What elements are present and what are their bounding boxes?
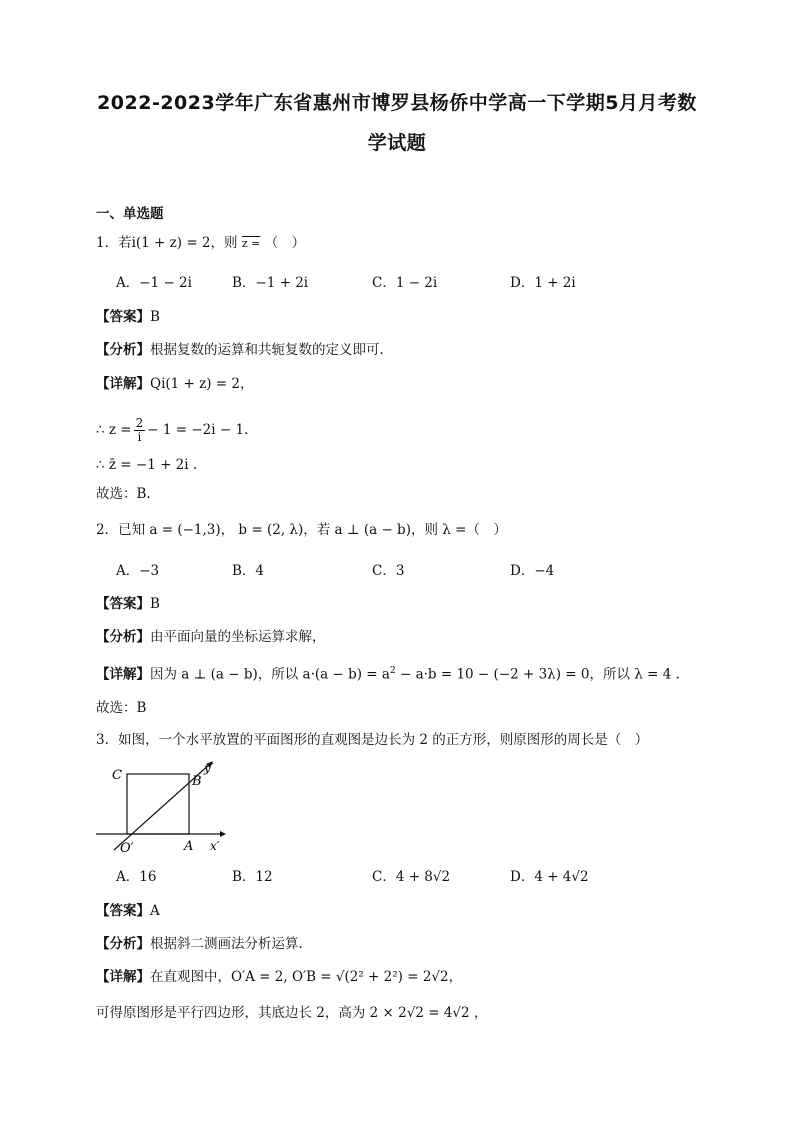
q3-option-d: D．4 + 4√2 [510,869,589,885]
q1-answer [96,308,160,326]
q1-option-c: C．1 − 2i [372,275,438,291]
q1-step-1-numerator: 2 [135,416,144,430]
q1-step-1 [96,413,248,447]
q3-last-line: 可得原图形是平行四边形，其底边长 2，高为 2 × 2√2 = 4√2 ， [96,1005,488,1021]
analysis-label: 【分析】 [96,342,150,358]
q1-step-2: ∴ z̄ = −1 + 2i . [96,457,198,473]
q1-answer-value: B [150,309,160,325]
label-a: A [184,839,194,854]
q1-option-b: B．−1 + 2i [232,275,309,291]
detail-label: 【详解】 [96,376,150,392]
q2-option-b: B．4 [232,563,265,579]
q1-step-1-denominator: i [137,430,142,444]
label-c: C [112,768,122,783]
q2-option-d: D．−4 [510,563,555,579]
q2-detail-text-b: − a·b = 10 − (−2 + 3λ) = 0，所以 λ = 4 . [395,666,680,683]
section-heading: 一、单选题 [96,206,164,222]
q1-detail-text: Qi(1 + z) = 2， [150,376,254,392]
x-axis-arrow [220,831,226,837]
q1-step-1-lhs: ∴ z = [96,422,132,438]
q3-figure [92,758,232,858]
q1-option-a: A．−1 − 2i [116,275,192,291]
label-x: x′ [210,839,220,853]
q2-answer [96,595,160,613]
q3-option-b: B．12 [232,869,273,885]
q1-detail [96,375,254,393]
page-title-line-2: 学试题 [367,132,427,154]
answer-label: 【答案】 [96,596,150,612]
label-o: O′ [120,841,134,856]
q1-stem [96,234,305,253]
analysis-label: 【分析】 [96,936,150,952]
q2-option-a: A．−3 [116,563,160,579]
q1-stem-text: 1．若i(1 + z) = 2，则 [96,235,238,251]
q2-answer-value: B [150,596,160,612]
q2-detail [96,662,680,684]
detail-label: 【详解】 [96,666,150,683]
q1-step-1-rhs: − 1 = −2i − 1. [147,422,249,438]
q2-detail-exponent: 2 [389,666,396,676]
q3-answer [96,902,160,920]
q1-stem-end: （ ） [264,235,306,251]
q3-stem: 3．如图，一个水平放置的平面图形的直观图是边长为 2 的正方形，则原图形的周长是（ ） [96,732,649,748]
q1-option-d: D．1 + 2i [510,275,576,291]
q3-option-a: A．16 [116,869,157,885]
q2-analysis-text: 由平面向量的坐标运算求解， [150,629,326,645]
answer-label: 【答案】 [96,903,150,919]
q1-analysis [96,341,384,359]
label-b: B [192,774,202,789]
page-title-line-1: 2022-2023学年广东省惠州市博罗县杨侨中学高一下学期5月月考数 [97,92,697,114]
detail-label: 【详解】 [96,969,150,985]
q1-analysis-text: 根据复数的运算和共轭复数的定义即可. [150,342,384,358]
q1-conclusion: 故选：B. [96,486,151,502]
q3-option-c: C．4 + 8√2 [372,869,451,885]
q3-detail-text: 在直观图中，O′A = 2, O′B = √(2² + 2²) = 2√2， [150,969,463,985]
q3-analysis-text: 根据斜二测画法分析运算. [150,936,303,952]
q2-detail-text-a: 因为 a ⊥ (a − b)，所以 a·(a − b) = a [150,666,390,683]
label-y: y′ [204,761,214,775]
q1-stem-z: z = [241,237,261,250]
q1-step-1-fraction [134,417,146,444]
q3-detail [96,968,462,986]
q3-answer-value: A [150,903,160,919]
q3-analysis [96,935,303,953]
q2-stem: 2．已知 a = (−1,3)， b = (2, λ)，若 a ⊥ (a − b)，则 λ =（ ） [96,522,507,538]
q2-option-c: C．3 [372,563,405,579]
q2-analysis [96,628,326,646]
analysis-label: 【分析】 [96,629,150,645]
q2-conclusion: 故选：B [96,700,147,716]
square [127,774,189,834]
answer-label: 【答案】 [96,309,150,325]
